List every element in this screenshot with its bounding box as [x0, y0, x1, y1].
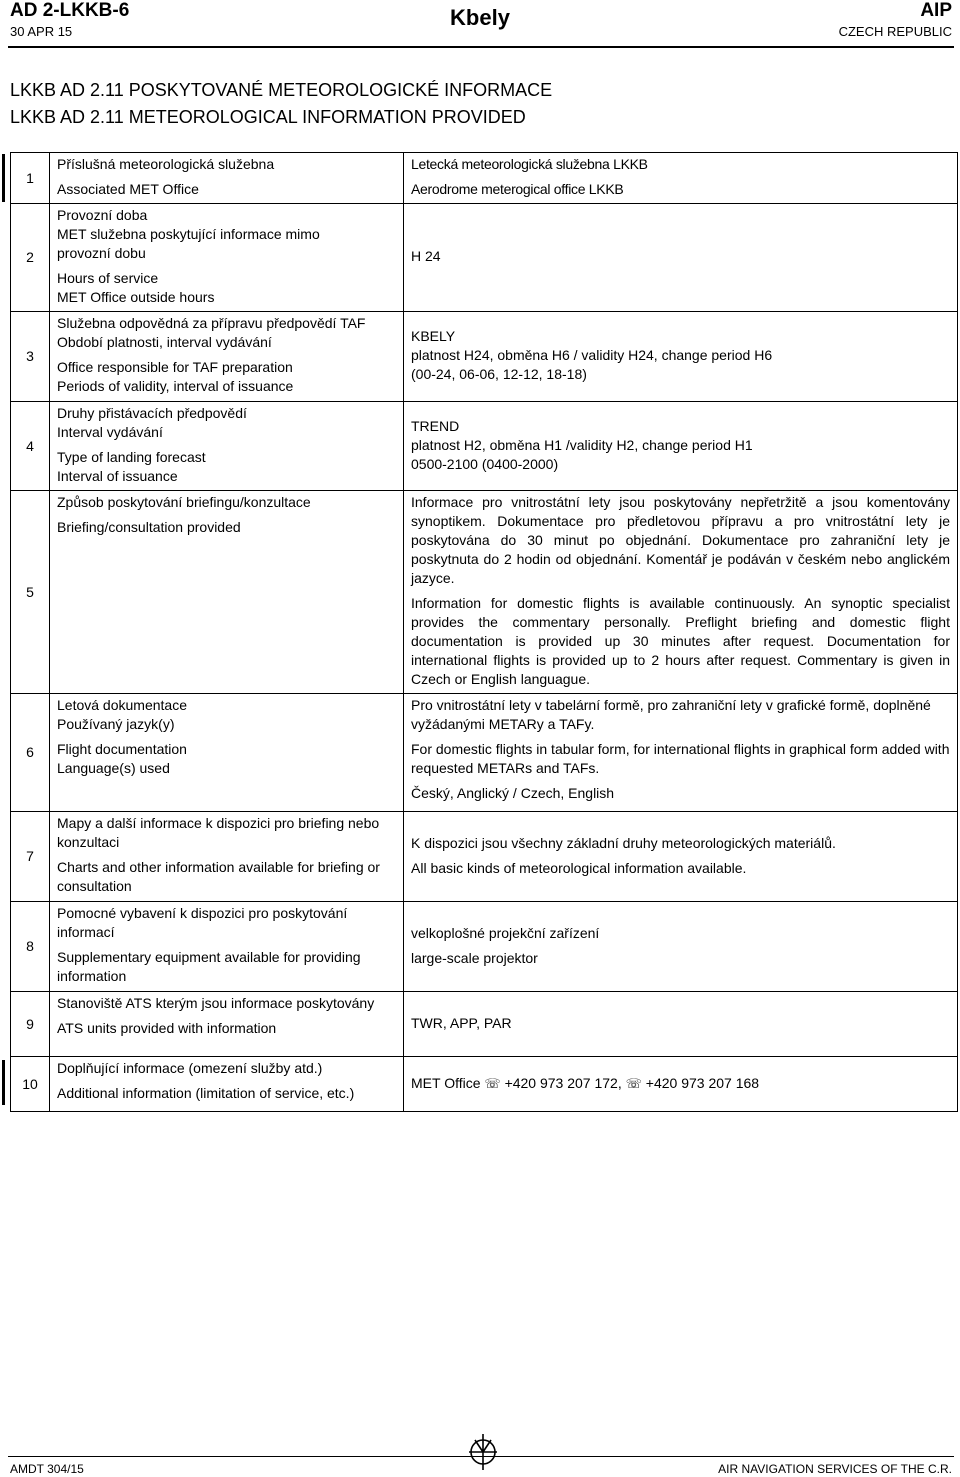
value-cell: Informace pro vnitrostátní lety jsou poskytovány nepřetržitě a jsou komentovány synoptikem. Dokumentace pro předletovou přípravu a pro vnitrostátní lety je poskytována do 30 minut po objednání. Dokumentace pro zahraniční lety je poskytnuta do 2 hodin od objednání. Komentář je podáván v českém nebo anglickém jazyce. Information for domestic flights is available continuously. An synoptic specialist provides the commentary personally. Preflight briefing and domestic flight documentation is provided up 30 minutes after request. Documentation for international flights is provided up to 2 hours after request. Commentary is given in Czech or English languague.: [404, 491, 958, 694]
value-cell: [404, 1057, 958, 1112]
amendment-bar: [2, 154, 5, 202]
row-number: 10: [11, 1057, 50, 1112]
row-number: 9: [11, 992, 50, 1057]
amendment-bar: [2, 1060, 5, 1105]
row-number: 6: [11, 694, 50, 812]
section-title-en: LKKB AD 2.11 METEOROLOGICAL INFORMATION PROVIDED: [10, 107, 526, 127]
phone-number: +420 973 207 172,: [504, 1074, 622, 1091]
value-cell: TREND platnost H2, obměna H1 /validity H2, change period H1 0500-2100 (0400-2000): [404, 402, 958, 491]
row-number: 3: [11, 312, 50, 402]
item-cell: Způsob poskytování briefingu/konzultace Briefing/consultation provided: [50, 491, 404, 694]
table-row: [11, 312, 958, 402]
table-row: [11, 902, 958, 992]
row-number: 7: [11, 812, 50, 902]
value-cell: Letecká meteorologická služebna LKKB Aerodrome meterogical office LKKB: [404, 153, 958, 204]
met-info-table: [10, 152, 958, 1112]
value-cell: H 24: [404, 204, 958, 312]
table-row: [11, 402, 958, 491]
table-row: [11, 153, 958, 204]
row-number: 2: [11, 204, 50, 312]
row-number: 4: [11, 402, 50, 491]
value-cell: Pro vnitrostátní lety v tabelární formě, pro zahraniční lety v grafické formě, doplněné vyžádanými METARy a TAFy. For domestic flights in tabular form, for international flights in graphical form added with requested METARs and TAFs. Český, Anglický / Czech, English: [404, 694, 958, 812]
telephone-icon: ☏: [625, 1075, 642, 1091]
value-cell: KBELY platnost H24, obměna H6 / validity H24, change period H6 (00-24, 06-06, 12-12, 18-18): [404, 312, 958, 402]
item-cell: Druhy přistávacích předpovědí Interval vydávání Type of landing forecast Interval of issuance: [50, 402, 404, 491]
table-row: [11, 992, 958, 1057]
header-date: 30 APR 15: [10, 24, 73, 39]
item-cell: Služebna odpovědná za přípravu předpovědí TAF Období platnosti, interval vydávání Office responsible for TAF preparation Periods of validity, interval of issuance: [50, 312, 404, 402]
header-doc-id: AD 2-LKKB-6: [10, 0, 130, 21]
table-row: [11, 1057, 958, 1112]
item-cell: Příslušná meteorologická služebna Associated MET Office: [50, 153, 404, 204]
footer-amendment: AMDT 304/15: [10, 1462, 84, 1476]
table-row: [11, 204, 958, 312]
value-cell: velkoplošné projekční zařízení large-scale projektor: [404, 902, 958, 992]
row-number: 5: [11, 491, 50, 694]
section-title-cz: LKKB AD 2.11 POSKYTOVANÉ METEOROLOGICKÉ INFORMACE: [10, 80, 553, 100]
table-row: [11, 694, 958, 812]
item-cell: Doplňující informace (omezení služby atd.) Additional information (limitation of service, etc.): [50, 1057, 404, 1112]
value-cell: K dispozici jsou všechny základní druhy meteorologických materiálů. All basic kinds of meteorological information available.: [404, 812, 958, 902]
header-country: CZECH REPUBLIC: [838, 24, 952, 39]
row-number: 1: [11, 153, 50, 204]
item-cell: Mapy a další informace k dispozici pro briefing nebo konzultaci Charts and other information available for briefing or consultation: [50, 812, 404, 902]
item-cell: Letová dokumentace Používaný jazyk(y) Flight documentation Language(s) used: [50, 694, 404, 812]
value-cell: TWR, APP, PAR: [404, 992, 958, 1057]
header-aip: AIP: [920, 0, 952, 21]
table-row: [11, 491, 958, 694]
phone-number: +420 973 207 168: [645, 1074, 760, 1091]
table-row: [11, 812, 958, 902]
telephone-icon: ☏: [484, 1075, 501, 1091]
footer-publisher: AIR NAVIGATION SERVICES OF THE C.R.: [718, 1462, 952, 1476]
header-rule: [8, 46, 954, 48]
item-cell: Stanoviště ATS kterým jsou informace poskytovány ATS units provided with information: [50, 992, 404, 1057]
item-cell: Pomocné vybavení k dispozici pro poskytování informací Supplementary equipment available for providing information: [50, 902, 404, 992]
header-aerodrome: Kbely: [450, 5, 510, 30]
item-cell: Provozní doba MET služebna poskytující informace mimo provozní dobu Hours of service MET Office outside hours: [50, 204, 404, 312]
ans-cr-logo: [463, 1432, 503, 1472]
met-office-label: MET Office: [411, 1074, 481, 1091]
row-number: 8: [11, 902, 50, 992]
